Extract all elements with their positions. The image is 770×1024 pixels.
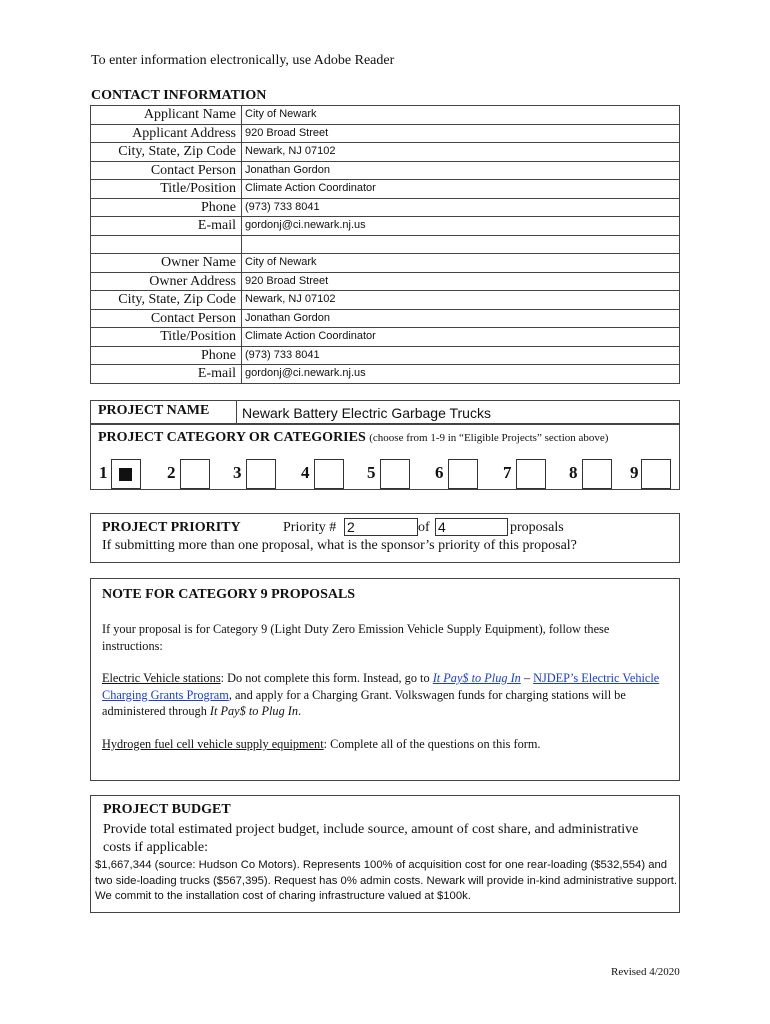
ev-end: . [298, 704, 302, 718]
category9-note-box [90, 578, 680, 781]
category-number: 8 [569, 463, 578, 482]
category-number: 5 [367, 463, 376, 482]
budget-box [90, 795, 680, 913]
contact-label: Owner Address [91, 272, 242, 291]
budget-field[interactable]: $1,667,344 (source: Hudson Co Motors). Represents 100% of acquisition cost for one rear-loading ($532,554) and two side-loading trucks ($567,395). Request has 0% admin costs. Newark will provide in-kind administrative support. We commit to the installation cost of charing infrastructure valued at $100k. [95, 859, 678, 902]
contact-row [91, 161, 680, 180]
category-checkbox-5[interactable] [380, 459, 410, 489]
contact-label: E-mail [91, 365, 242, 384]
category-checkbox-1[interactable] [111, 459, 141, 489]
contact-row [91, 254, 680, 273]
contact-label: Title/Position [91, 180, 242, 199]
hydrogen-lead: Hydrogen fuel cell vehicle supply equipment [102, 737, 324, 751]
contact-label [91, 235, 242, 254]
note-intro: If your proposal is for Category 9 (Light Duty Zero Emission Vehicle Supply Equipment), follow these instructions: [102, 622, 610, 653]
priority-question: If submitting more than one proposal, what is the sponsor’s priority of this proposal? [102, 538, 577, 553]
divider [236, 401, 237, 423]
priority-of-label: of [418, 520, 430, 535]
contact-row [91, 328, 680, 347]
contact-label: Title/Position [91, 328, 242, 347]
project-name-label: PROJECT NAME [98, 403, 210, 418]
budget-instructions: Provide total estimated project budget, include source, amount of cost share, and administrative costs if applicable: [103, 822, 639, 855]
contact-table [90, 105, 680, 384]
category-number: 2 [167, 463, 176, 482]
contact-value-field[interactable]: City of Newark [242, 254, 680, 273]
contact-value-field[interactable]: gordonj@ci.newark.nj.us [242, 217, 680, 236]
contact-label: Contact Person [91, 161, 242, 180]
category-checkbox-7[interactable] [516, 459, 546, 489]
ev-text: : Do not complete this form. Instead, go to [220, 671, 433, 685]
category-checkbox-9[interactable] [641, 459, 671, 489]
category-number: 9 [630, 463, 639, 482]
contact-row [91, 217, 680, 236]
contact-value-field[interactable]: Newark, NJ 07102 [242, 143, 680, 162]
contact-value-field[interactable] [242, 235, 680, 254]
contact-label: E-mail [91, 217, 242, 236]
contact-row [91, 365, 680, 384]
category-number: 4 [301, 463, 310, 482]
njdep-grants-link[interactable]: NJDEP’s Electric Vehicle Charging Grants Program [102, 671, 660, 702]
dash: – [520, 671, 534, 685]
contact-value-field[interactable]: (973) 733 8041 [242, 198, 680, 217]
contact-value-field[interactable]: Jonathan Gordon [242, 161, 680, 180]
ev-lead: Electric Vehicle stations [102, 671, 221, 685]
project-name-box [90, 400, 680, 424]
hydrogen-paragraph [102, 736, 662, 753]
contact-row [91, 198, 680, 217]
category-number: 7 [503, 463, 512, 482]
priority-box [90, 513, 680, 563]
priority-proposals-label: proposals [510, 520, 564, 535]
category-checkbox-6[interactable] [448, 459, 478, 489]
contact-row [91, 106, 680, 125]
it-pays-link[interactable]: It Pay$ to Plug In [432, 671, 521, 685]
hydrogen-text: : Complete all of the questions on this form. [323, 737, 541, 751]
category-checkbox-4[interactable] [314, 459, 344, 489]
category-checkbox-3[interactable] [246, 459, 276, 489]
contact-value-field[interactable]: Jonathan Gordon [242, 309, 680, 328]
contact-label: City, State, Zip Code [91, 291, 242, 310]
priority-number-field[interactable]: 2 [344, 518, 418, 536]
contact-label: Contact Person [91, 309, 242, 328]
contact-value-field[interactable]: Newark, NJ 07102 [242, 291, 680, 310]
contact-row [91, 180, 680, 199]
category-checkbox-8[interactable] [582, 459, 612, 489]
contact-label: Owner Name [91, 254, 242, 273]
contact-row [91, 272, 680, 291]
contact-row [91, 235, 680, 254]
category-heading-text: PROJECT CATEGORY OR CATEGORIES [98, 430, 366, 445]
note-heading: NOTE FOR CATEGORY 9 PROPOSALS [102, 587, 356, 602]
contact-heading: CONTACT INFORMATION [91, 88, 267, 103]
contact-value-field[interactable]: Climate Action Coordinator [242, 180, 680, 199]
priority-total-field[interactable]: 4 [435, 518, 508, 536]
contact-row [91, 309, 680, 328]
contact-value-field[interactable]: (973) 733 8041 [242, 346, 680, 365]
category-box [90, 424, 680, 490]
contact-row [91, 346, 680, 365]
contact-label: Phone [91, 198, 242, 217]
ev-italic: It Pay$ to Plug In [209, 704, 299, 718]
priority-label: PROJECT PRIORITY [102, 520, 241, 535]
category-note: (choose from 1-9 in “Eligible Projects” section above) [369, 432, 609, 444]
contact-row [91, 124, 680, 143]
contact-row [91, 291, 680, 310]
category-checkbox-2[interactable] [180, 459, 210, 489]
ev-paragraph [102, 670, 662, 720]
revision-date: Revised 4/2020 [611, 966, 680, 978]
checkmark-icon [119, 468, 132, 481]
ev-text-2: , and apply for a Charging Grant. Volkswagen funds for charging stations will be administered through [102, 687, 626, 718]
contact-label: Applicant Name [91, 106, 242, 125]
contact-value-field[interactable]: 920 Broad Street [242, 124, 680, 143]
category-heading [98, 430, 608, 446]
contact-label: City, State, Zip Code [91, 143, 242, 162]
contact-label: Applicant Address [91, 124, 242, 143]
contact-value-field[interactable]: City of Newark [242, 106, 680, 125]
priority-number-label: Priority # [283, 520, 337, 535]
contact-value-field[interactable]: Climate Action Coordinator [242, 328, 680, 347]
category-number: 3 [233, 463, 242, 482]
project-name-field[interactable]: Newark Battery Electric Garbage Trucks [242, 405, 491, 421]
contact-value-field[interactable]: 920 Broad Street [242, 272, 680, 291]
budget-heading: PROJECT BUDGET [103, 802, 231, 817]
intro-text: To enter information electronically, use Adobe Reader [91, 53, 395, 68]
contact-row [91, 143, 680, 162]
contact-value-field[interactable]: gordonj@ci.newark.nj.us [242, 365, 680, 384]
category-number: 1 [99, 463, 108, 482]
contact-label: Phone [91, 346, 242, 365]
category-number: 6 [435, 463, 444, 482]
